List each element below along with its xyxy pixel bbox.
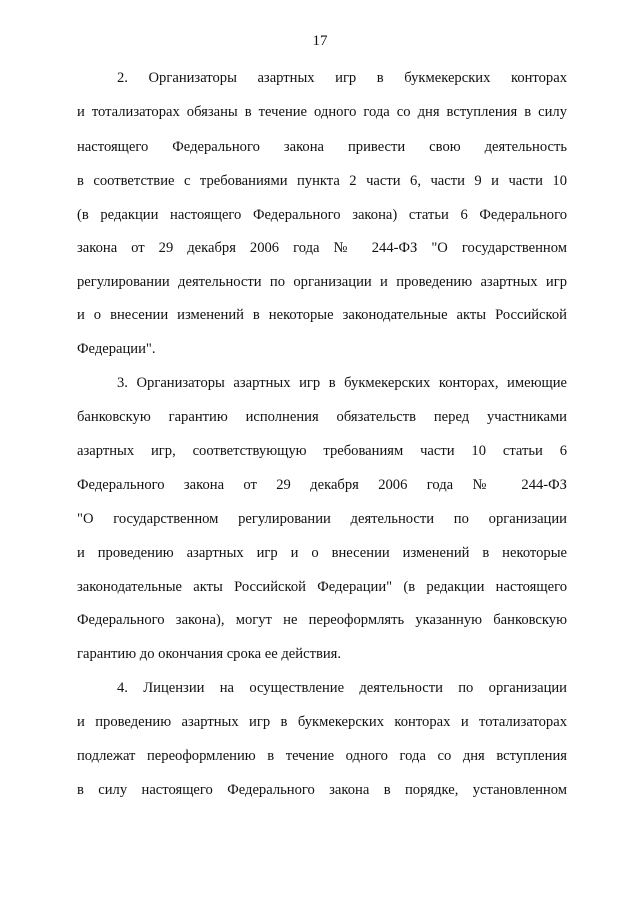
paragraph-2-line-6: закона от 29 декабря 2006 года № 244-ФЗ "О государственном: [77, 240, 567, 256]
paragraph-3-line-3: азартных игр, соответствующую требованиям части 10 статьи 6: [77, 443, 567, 459]
paragraph-4-line-2: и проведению азартных игр в букмекерских конторах и тотализаторах: [77, 714, 567, 730]
paragraph-2-line-3: настоящего Федерального закона привести свою деятельность: [77, 139, 567, 155]
paragraph-3-line-5: "О государственном регулировании деятельности по организации: [77, 511, 567, 527]
paragraph-3-line-1: 3. Организаторы азартных игр в букмекерских конторах, имеющие: [117, 375, 567, 391]
paragraph-2-line-7: регулировании деятельности по организации и проведению азартных игр: [77, 274, 567, 290]
paragraph-4-line-3: подлежат переоформлению в течение одного года со дня вступления: [77, 748, 567, 764]
paragraph-4-line-4: в силу настоящего Федерального закона в порядке, установленном: [77, 782, 567, 798]
paragraph-2-line-5: (в редакции настоящего Федерального закона) статьи 6 Федерального: [77, 207, 567, 223]
paragraph-2-line-9: Федерации".: [77, 341, 156, 357]
paragraph-2-line-4: в соответствие с требованиями пункта 2 части 6, части 9 и части 10: [77, 173, 567, 189]
paragraph-3-line-9: гарантию до окончания срока ее действия.: [77, 646, 342, 662]
paragraph-3-line-7: законодательные акты Российской Федерации" (в редакции настоящего: [77, 579, 567, 595]
paragraph-3-line-8: Федерального закона), могут не переоформлять указанную банковскую: [77, 612, 567, 628]
paragraph-3-line-4: Федерального закона от 29 декабря 2006 года № 244-ФЗ: [77, 477, 567, 493]
page-number: 17: [312, 33, 328, 49]
paragraph-2-line-8: и о внесении изменений в некоторые законодательные акты Российской: [77, 307, 567, 323]
paragraph-3-line-6: и проведению азартных игр и о внесении изменений в некоторые: [77, 545, 567, 561]
paragraph-4-line-1: 4. Лицензии на осуществление деятельности по организации: [117, 680, 567, 696]
paragraph-2-line-1: 2. Организаторы азартных игр в букмекерских конторах: [117, 70, 567, 86]
paragraph-2-line-2: и тотализаторах обязаны в течение одного года со дня вступления в силу: [77, 104, 567, 120]
paragraph-3-line-2: банковскую гарантию исполнения обязательств перед участниками: [77, 409, 567, 425]
